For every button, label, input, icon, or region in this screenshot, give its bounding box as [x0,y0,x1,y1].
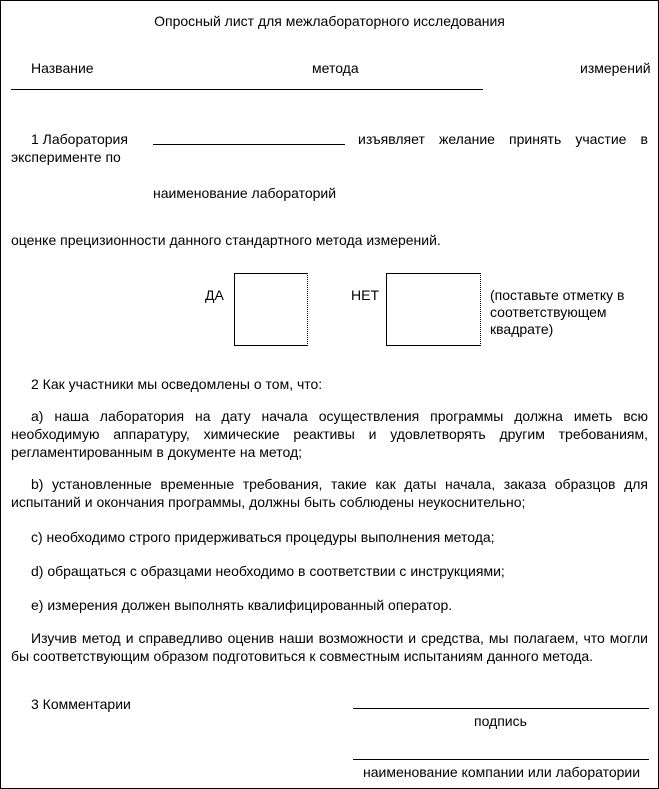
item-a: а) наша лаборатория на дату начала осуществления программы должна иметь всю необходимую аппаратуру, химические реактивы и удовлетворять другим требованиям, регламентированным в документе на метод; [11,408,648,460]
signature-line[interactable] [353,708,649,709]
company-caption: наименование компании или лаборатории [363,764,641,780]
section1-intro: 1 Лаборатория [31,131,128,147]
page-title: Опросный лист для межлабораторного исследования [154,13,505,29]
section2-heading: 2 Как участники мы осведомлены о том, что: [31,376,323,392]
item-b: b) установленные временные требования, такие как даты начала, заказа образцов для испытаний и окончания программы, должны быть соблюдены неукоснительно; [11,476,648,510]
section1-tail: изъявляет желание принять участие в [358,131,648,147]
method-word: метода [312,60,359,76]
checkbox-note-line1: (поставьте отметку в [490,287,625,303]
company-line[interactable] [353,759,649,760]
item-d: d) обращаться с образцами необходимо в соответствии с инструкциями; [31,563,505,579]
checkbox-note-line3: квадрате) [490,321,554,337]
item-e: е) измерения должен выполнять квалифицированный оператор. [31,597,453,613]
lab-caption: наименование лабораторий [153,185,337,201]
checkbox-note-line2: соответствующем [490,304,607,320]
method-name-word: Название [31,60,94,76]
measurements-word: измерений [580,60,651,76]
section3-heading: 3 Комментарии [31,696,131,712]
yes-label: ДА [205,287,224,303]
lab-name-line[interactable] [153,144,345,145]
conclusion: Изучив метод и справедливо оценив наши возможности и средства, мы полагаем, что могли бы соответствующим образом подготовиться к совместным испытаниям данного метода. [11,630,648,664]
signature-caption: подпись [474,713,527,729]
item-c: с) необходимо строго придерживаться процедуры выполнения метода; [31,529,495,545]
method-name-line[interactable] [11,89,483,90]
no-checkbox[interactable] [386,273,481,346]
no-label: НЕТ [351,287,379,303]
section1-experiment: эксперименте по [11,149,121,165]
section1-purpose: оценке прецизионности данного стандартного метода измерений. [11,232,441,248]
yes-checkbox[interactable] [234,273,308,346]
